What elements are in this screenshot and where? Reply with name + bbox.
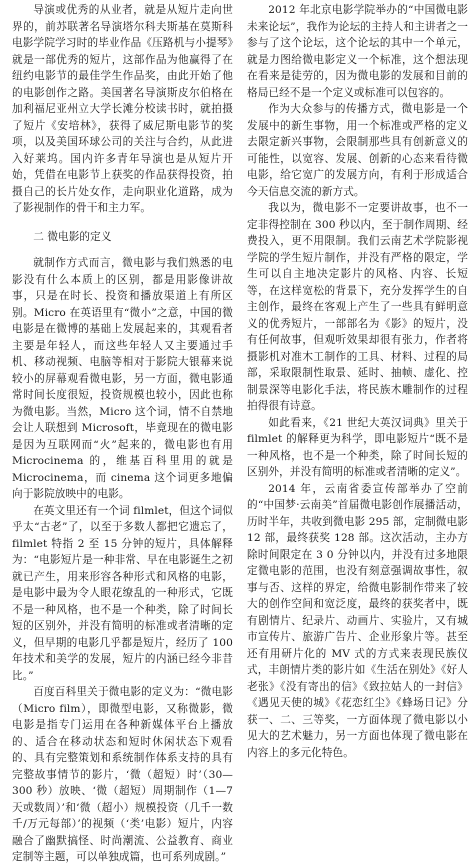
left-paragraph-3: 在英文里还有一个词 filmlet，但这个词似乎太“古老”了，以至于多数人都把它遗忘了，filmlet 特指 2 至 15 分钟的短片，具体解释为：“电影短片是一种非常、早在电影诞生之初就已产生，用来形容各种形式和风格的电影，是电影中最为令人眼花缭乱的一种形式，它既不是一种风格，也不是一个种类，除了时间长短的区别外，并没有简明的标准或者清晰的定义，但早期的电影几乎都是短片，经历了 100 年技术和美学的发展，短片的内涵已经今非昔比。”: [12, 504, 233, 682]
right-paragraph-1: 2012 年北京电影学院举办的“中国微电影未来论坛”，我作为论坛的主持人和主讲者之一参与了这个论坛，这个论坛的其中一个单元，就是力图给微电影定义一个标准，这个想法现在看来是徒劳的，因为微电影的发展和目前的格局已经不是一个定义或标准可以包容的。: [247, 4, 468, 99]
right-paragraph-3: 我以为，微电影不一定要讲故事，也不一定非得控制在 300 秒以内，至于制作周期、经费投入，更不用限制。我们云南艺术学院影视学院的学生短片制作，并没有严格的限定，学生可以自主地决定影片的风格、内容、长短等，在这样宽松的背景下，充分发挥学生的自主创作，最终在客观上产生了一些具有鲜明意义的优秀短片，一部部名为《影》的短片，没有任何故事，但观听效果却很有张力，作者将摄影机对准木工制作的工具、材料、过程的局部，采取限制性取景、延时、抽帧、虚化、控制景深等电影化手法，将民族木雕制作的过程拍得很有诗意。: [247, 202, 468, 412]
left-paragraph-1: 导演或优秀的从业者，就是从短片走向世界的，前苏联著名导演塔尔科夫斯基在莫斯科电影学院学习时的毕业作品《压路机与小提琴》就是一部优秀的短片，这部作品为他赢得了在纽约电影节的最佳学生作品奖，由此开始了他的电影创作之路。美国著名导演斯皮尔伯格在加利福尼亚州立大学长滩分校读书时，就拍摄了短片《安培林》，获得了威尼斯电影节的奖项，以及美国环球公司的关注与合约，从此进入好莱坞。国内许多青年导演也是从短片开始，凭借在电影节上获奖的作品获得投资，拍摄自己的长片处女作，走向职业化道路，成为了影视制作的骨干和主力军。: [12, 4, 233, 214]
right-paragraph-4: 如此看来，《21 世纪大英汉词典》里关于 filmlet 的解释更为科学，即电影短片“既不是一种风格，也不是一个种类，除了时间长短的区别外，并没有简明的标准或者清晰的定义”。: [247, 416, 468, 478]
left-paragraph-2: 就制作方式而言，微电影与我们熟悉的电影没有什么本质上的区别，都是用影像讲故事，只是在时长、投资和播放渠道上有所区别。Micro 在英语里有“微小”之意，中国的微电影是在微博的基础上发展起来的，其观看者主要是年轻人，而这些年轻人又主要通过手机、移动视频、电脑等相对于影院大银幕来说较小的屏幕观看微电影，另一方面，微电影通常时间长度很短，投资规模也较小，因此也称为微电影。当然，Micro 这个词，情不自禁地会让人联想到 Microsoft，毕竟现在的微电影是因为互联网而“火”起来的，微电影也有用 Microcinema 的，维基百科里用的就是 Microcinema，而 cinema 这个词更多地偏向于影院放映中的电影。: [12, 257, 233, 500]
section-heading: 二 微电影的定义: [33, 230, 112, 243]
right-column: [247, 2, 468, 759]
right-paragraph-5: 2014 年，云南省委宣传部举办了空前的“中国梦·云南美”首届微电影创作展播活动，历时半年，共收到微电影 295 部，定制微电影 12 部，最终获奖 128 部。这次活动，主办方除时间限定在 3 0 分钟以内，并没有过多地限定微电影的范围，也没有刻意强调故事性，叙事与否、这样的界定，给微电影制作带来了较大的创作空间和宽泛度，最终的获奖者中，既有剧情片、纪录片、动画片、实验片，又有城市宣传片、旅游广告片、企业形象片等。甚至还有用研片化的 MV 式的方式来表现民族仪式，丰朗情片类的影片如《生活在别处》《好人老张》《没有寄出的信》《致拉姑人的一封信》《遇见天使的城》《花恋红尘》《蜂场日记》分获一、二、三等奖，一方面体现了微电影以小见大的艺术魅力，另一方面也体现了微电影在内容上的多元化特色。: [247, 482, 468, 759]
left-paragraph-4: 百度百科里关于微电影的定义为：“微电影（Micro film），即微型电影，又称微影，微电影是指专门运用在各种新媒体平台上播放的、适合在移动状态和短时休闲状态下观看的、具有完整策划和系统制作体系支持的具有完整故事情节的影片，‘微（超短）时’（30—300 秒）放映、‘微（超短）周期制作（1—7 天或数周）’和‘微（超小）规模投资（几千一数千/万元每部）’的视频（‘类’电影）短片，内容融合了幽默搞怪、时尚潮流、公益教育、商业定制等主题，可以单独成篇，也可系列成剧。”: [12, 686, 233, 863]
right-paragraph-2: 作为大众参与的传播方式，微电影是一个发展中的新生事物，用一个标准或严格的定义去限定新兴事物，会限制那些具有创新意义的可能性，以宽容、发展、创新的心态来看待微电影，给它宽广的发展方向，有利于形成适合今天信息交流的新方式。: [247, 103, 468, 198]
left-column: [12, 2, 233, 863]
